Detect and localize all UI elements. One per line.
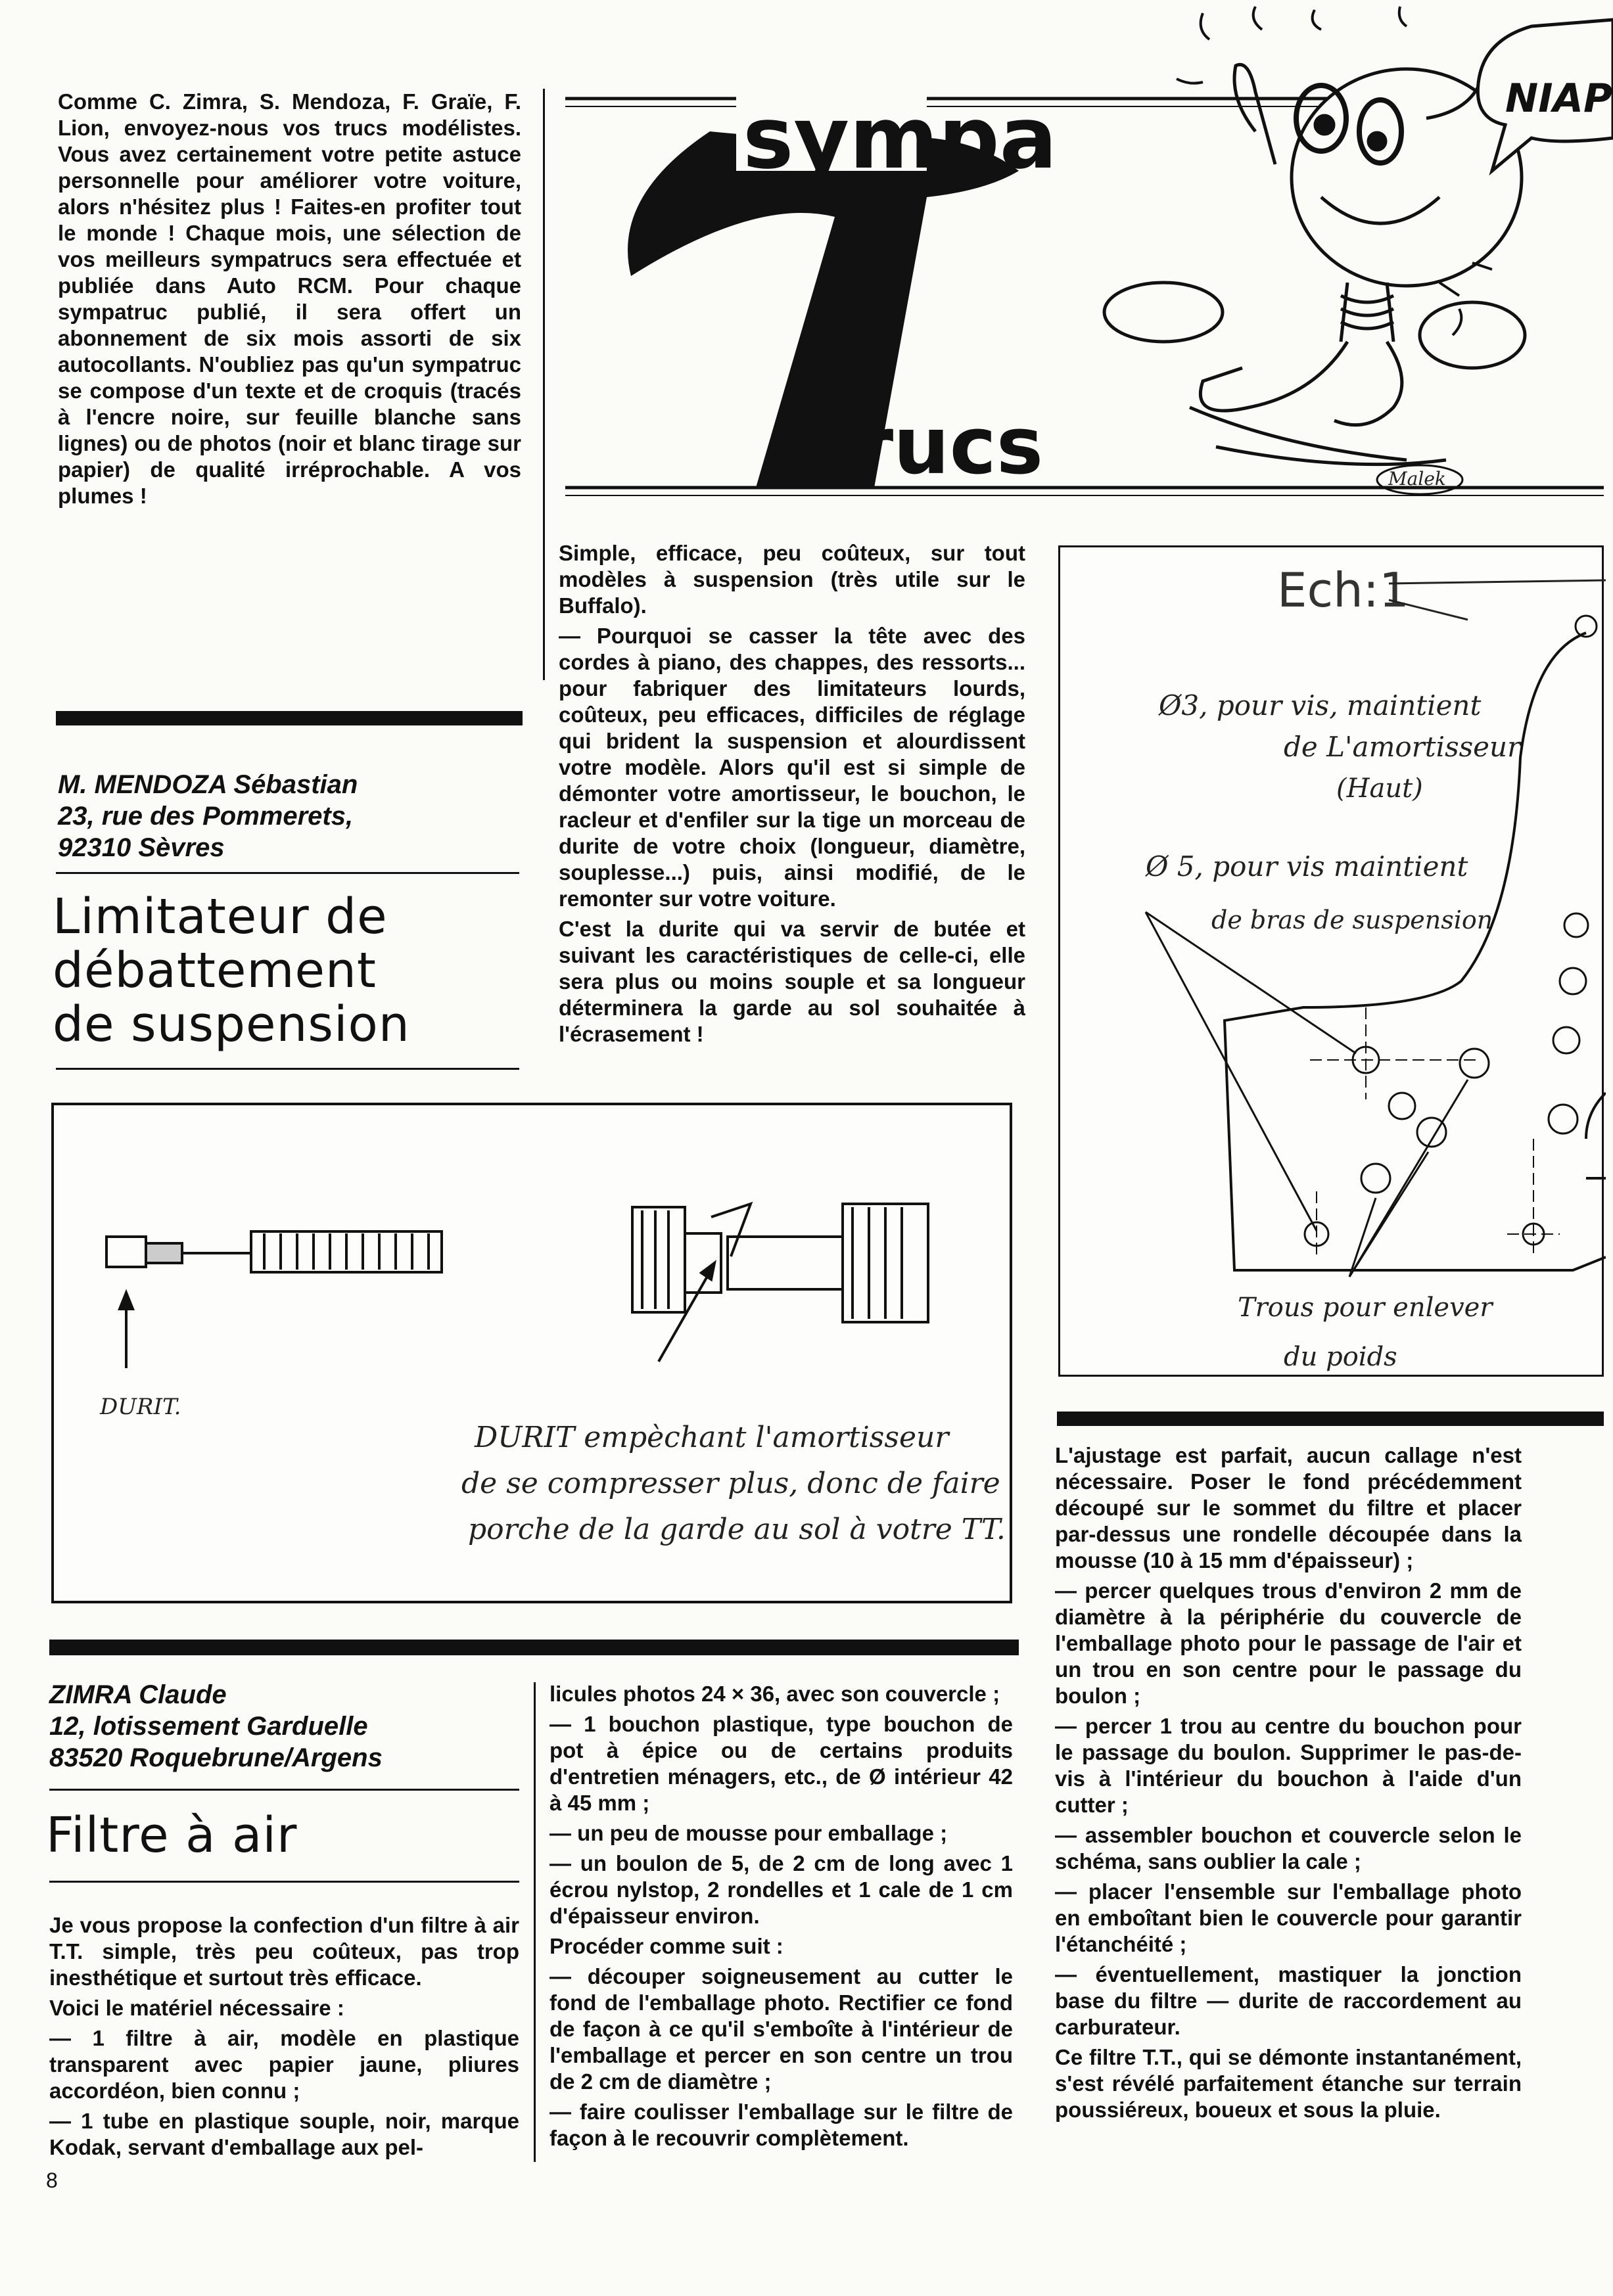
article2-paragraph: — percer quelques trous d'environ 2 mm de diamètre à la périphérie du couvercle de l'emballage photo pour le passage de l'air et un trou en son centre pour le passage du boulon ; (1055, 1578, 1522, 1708)
article1-author (58, 769, 531, 863)
title-rule-top (56, 872, 519, 874)
article2-paragraph: Voici le matériel nécessaire : (49, 1996, 344, 2020)
author-city: 83520 Roquebrune/Argens (49, 1743, 383, 1772)
section-bar (1057, 1412, 1604, 1426)
leader-arrows (1146, 912, 1468, 1277)
article2-paragraph: — 1 tube en plastique souple, noir, marque Kodak, servant d'emballage aux pel- (49, 2109, 519, 2159)
intro-text (58, 89, 521, 513)
plate-sketch (1058, 545, 1604, 1377)
column-divider (543, 89, 545, 680)
article1-body (559, 540, 1025, 1051)
article2-paragraph: — éventuellement, mastiquer la jonction base du filtre — durite de raccordement au carburateur. (1055, 1962, 1522, 2039)
author-name: M. MENDOZA Sébastian (58, 770, 358, 799)
title-line: débattement (53, 942, 377, 999)
suspension-sketch (51, 1103, 1012, 1603)
shock-absorber-icon (106, 1231, 442, 1272)
section-bar (49, 1640, 1019, 1655)
article1-paragraph: — Pourquoi se casser la tête avec des cordes à piano, des chappes, des ressorts... pour fabriquer des limitateurs lourds, coûteux, peu efficaces, difficiles de réglage qui brident la suspension et alourdissent votre modèle. Alors qu'il est si simple de démonter votre amortisseur, le bouchon, le racleur et d'enfiler sur la tige un morceau de durite de votre choix (longueur, diamètre, souplesse...) puis, ainsi modifié, de le remonter sur votre voiture. (559, 624, 1025, 911)
article2-paragraph: Je vous propose la confection d'un filtre à air T.T. simple, très peu coûteux, pas trop inesthétique et surtout très efficace. (49, 1913, 519, 1990)
author-street: 12, lotissement Garduelle (49, 1712, 368, 1741)
article2-col2 (549, 1681, 1013, 2155)
note-hole5: Ø 5, pour vis maintient (1146, 850, 1468, 883)
article1-paragraph: C'est la durite qui va servir de butée et suivant les caractéristiques de celle-ci, elle sera plus ou moins souple et sa longueur déterminera la garde au sol souhaitée à l'écrasement ! (559, 917, 1025, 1046)
header-logo (559, 0, 1613, 513)
sketch-caption: porche de la garde au sol à votre TT. (468, 1513, 1006, 1546)
article2-paragraph: — un peu de mousse pour emballage ; (549, 1821, 948, 1845)
logo-sympa: sympa (743, 88, 1058, 188)
logo-graphic (559, 0, 1613, 513)
article2-col3 (1055, 1442, 1522, 2127)
title-line: Filtre à air (46, 1807, 298, 1864)
bulb-mascot-icon (1104, 64, 1525, 464)
sketch-caption: DURIT empèchant l'amortisseur (475, 1421, 949, 1454)
sketch-caption: de se compresser plus, donc de faire (461, 1467, 1000, 1500)
article2-paragraph: — placer l'ensemble sur l'emballage photo en emboîtant bien le couvercle pour garantir l'étanchéité ; (1055, 1879, 1522, 1956)
column-divider (534, 1682, 536, 2162)
article2-paragraph: — percer 1 trou au centre du bouchon pour le passage du boulon. Supprimer le pas-de-vis à l'intérieur du bouchon à l'aide d'un cutter ; (1055, 1714, 1522, 1817)
article2-paragraph: licules photos 24 × 36, avec son couvercle ; (549, 1682, 1000, 1706)
article1-paragraph: Simple, efficace, peu coûteux, sur tout modèles à suspension (très utile sur le Buffalo). (559, 541, 1025, 618)
scale-label: Ech:1 (1277, 563, 1409, 618)
article2-paragraph: — 1 filtre à air, modèle en plastique transparent avec papier jaune, pliures accordéon, bien connu ; (49, 2026, 519, 2103)
plate-drawing (1060, 547, 1606, 1379)
article2-paragraph: Ce filtre T.T., qui se démonte instantanément, s'est révélé parfaitement étanche sur terrain poussiéreux, boueux et sous la pluie. (1055, 2045, 1522, 2122)
section-bar (56, 711, 523, 725)
bubble-text: NIAP (1505, 76, 1612, 122)
note-hole5: de bras de suspension (1211, 906, 1493, 934)
author-street: 23, rue des Pommerets, (58, 802, 354, 831)
up-arrow-icon (120, 1293, 133, 1368)
title-line: de suspension (53, 996, 410, 1053)
note-weight: du poids (1284, 1342, 1397, 1372)
note-hole3: (Haut) (1336, 773, 1423, 804)
label-durit: DURIT. (100, 1394, 181, 1420)
article2-author (49, 1679, 523, 1774)
page-number: 8 (46, 2169, 58, 2192)
article1-title (53, 890, 526, 1051)
title-rule-top (49, 1789, 519, 1791)
article2-paragraph: Procéder comme suit : (549, 1934, 783, 1958)
intro-paragraph: Comme C. Zimra, S. Mendoza, F. Graïe, F. Lion, envoyez-nous vos trucs modélistes. Vous avez certainement votre petite astuce personnelle pour améliorer votre voiture, alors n'hésitez plus ! Faites-en profiter tout le monde ! Chaque mois, une sélection de vos meilleurs sympatrucs sera effectuée et publiée dans Auto RCM. Pour chaque sympatruc publié, il sera offert un abonnement de six mois assorti de six autocollants. N'oubliez pas qu'un sympatruc se compose d'un texte et de croquis (tracés à l'encre noire, sur feuille blanche sans lignes) ou de photos (noir et blanc tirage sur papier) de qualité irréprochable. A vos plumes ! (58, 89, 521, 508)
shock-drawing (54, 1105, 1015, 1606)
author-name: ZIMRA Claude (49, 1680, 227, 1709)
plate-outline-icon (1225, 633, 1606, 1270)
article2-paragraph: — découper soigneusement au cutter le fond de l'emballage photo. Rectifier ce fond de façon à ce qu'il s'emboîte à l'intérieur de l'emballage et percer en son centre un trou de 2 cm de diamètre ; (549, 1964, 1013, 2094)
title-rule-bottom (49, 1881, 519, 1883)
article2-paragraph: — faire coulisser l'emballage sur le filtre de façon à le recouvrir complètement. (549, 2100, 1013, 2150)
signature: Malek (1388, 468, 1446, 490)
article2-paragraph: L'ajustage est parfait, aucun callage n'est nécessaire. Poser le fond précédemment découpé sur le sommet du filtre et placer par-dessus une rondelle découpée dans la mousse (10 à 15 mm d'épaisseur) ; (1055, 1443, 1522, 1573)
article2-paragraph: — assembler bouchon et couvercle selon le schéma, sans oublier la cale ; (1055, 1823, 1522, 1873)
article2-col1 (49, 1912, 519, 2165)
centerlines (1310, 1007, 1560, 1257)
logo-rucs: rucs (854, 401, 1044, 492)
note-hole3: Ø3, pour vis, maintient (1159, 689, 1482, 722)
article2-title (46, 1808, 519, 1862)
article2-paragraph: — 1 bouchon plastique, type bouchon de pot à épice ou de certains produits d'entretien ménagers, etc., de Ø intérieur 42 à 45 mm ; (549, 1712, 1013, 1815)
note-hole3: de L'amortisseur (1284, 731, 1521, 763)
note-weight: Trous pour enlever (1238, 1293, 1493, 1323)
title-line: Limitateur de (53, 888, 388, 945)
article2-paragraph: — un boulon de 5, de 2 cm de long avec 1 écrou nylstop, 2 rondelles et 1 cale de 1 cm d'épaisseur environ. (549, 1851, 1013, 1928)
title-rule-bottom (56, 1068, 519, 1070)
author-city: 92310 Sèvres (58, 833, 225, 862)
compressed-shock-icon (632, 1204, 928, 1322)
